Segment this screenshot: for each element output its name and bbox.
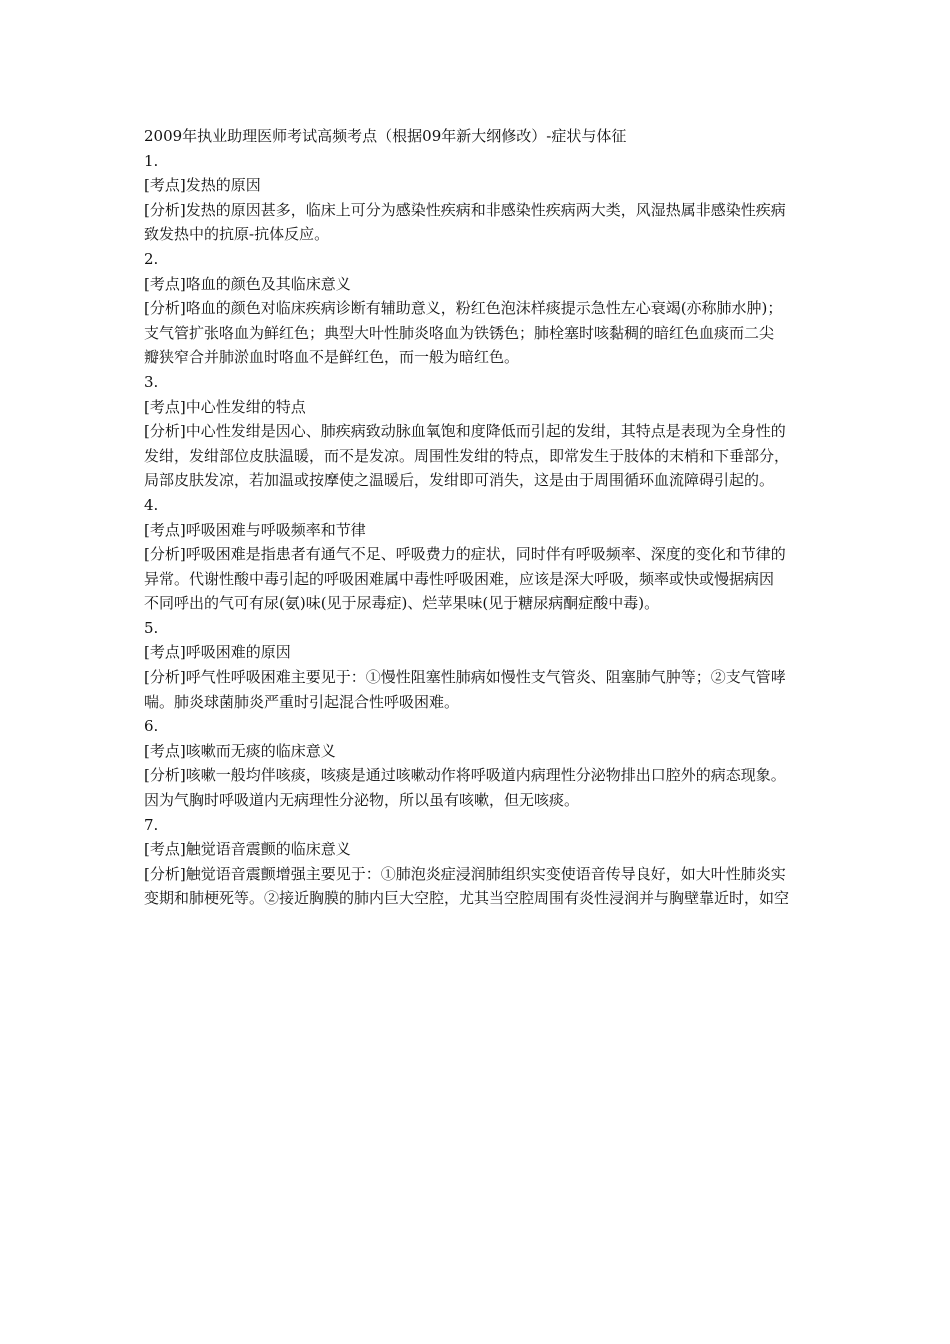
item-number: 7. — [144, 815, 159, 834]
exam-point: [考点]咳嗽而无痰的临床意义 — [144, 741, 336, 760]
analysis-line: 发绀，发绀部位皮肤温暖，而不是发凉。周围性发绀的特点，即常发生于肢体的末梢和下垂部分， — [144, 446, 790, 465]
analysis-line: [分析]触觉语音震颤增强主要见于：①肺泡炎症浸润肺组织实变使语音传导良好，如大叶性肺炎实 — [144, 864, 786, 883]
exam-point: [考点]呼吸困难的原因 — [144, 643, 291, 662]
item-number: 6. — [144, 717, 159, 736]
document-body — [144, 124, 808, 911]
analysis-line: 致发热中的抗原-抗体反应。 — [144, 225, 330, 244]
analysis-line: 因为气胸时呼吸道内无病理性分泌物，所以虽有咳嗽，但无咳痰。 — [144, 791, 580, 810]
exam-point: [考点]触觉语音震颤的临床意义 — [144, 840, 351, 859]
analysis-line: [分析]中心性发绀是因心、肺疾病致动脉血氧饱和度降低而引起的发绀，其特点是表现为全身性的 — [144, 422, 786, 441]
analysis-line: 变期和肺梗死等。②接近胸膜的肺内巨大空腔，尤其当空腔周围有炎性浸润并与胸壁靠近时，如空 — [144, 889, 790, 908]
item-number: 1. — [144, 151, 159, 170]
analysis-line: 异常。代谢性酸中毒引起的呼吸困难属中毒性呼吸困难，应该是深大呼吸，频率或快或慢据病因 — [144, 569, 775, 588]
analysis-line: 不同呼出的气可有尿(氨)味(见于尿毒症)、烂苹果味(见于糖尿病酮症酸中毒)。 — [144, 594, 660, 613]
analysis-line: 喘。肺炎球菌肺炎严重时引起混合性呼吸困难。 — [144, 692, 460, 711]
analysis-line: [分析]咯血的颜色对临床疾病诊断有辅助意义，粉红色泡沫样痰提示急性左心衰竭(亦称肺水肿)； — [144, 299, 783, 318]
exam-point: [考点]发热的原因 — [144, 176, 261, 195]
analysis-line: [分析]呼气性呼吸困难主要见于：①慢性阻塞性肺病如慢性支气管炎、阻塞肺气肿等；②支气管哮 — [144, 668, 786, 687]
analysis-line: [分析]呼吸困难是指患者有通气不足、呼吸费力的症状，同时伴有呼吸频率、深度的变化和节律的 — [144, 545, 786, 564]
item-number: 2. — [144, 249, 159, 268]
analysis-line: [分析]咳嗽一般均伴咳痰，咳痰是通过咳嗽动作将呼吸道内病理性分泌物排出口腔外的病态现象。 — [144, 766, 786, 785]
exam-point: [考点]呼吸困难与呼吸频率和节律 — [144, 520, 366, 539]
analysis-line: 局部皮肤发凉，若加温或按摩使之温暖后，发绀即可消失，这是由于周围循环血流障碍引起的。 — [144, 471, 775, 490]
document-title: 2009年执业助理医师考试高频考点（根据09年新大纲修改）-症状与体征 — [144, 127, 627, 145]
exam-point: [考点]咯血的颜色及其临床意义 — [144, 274, 351, 293]
analysis-line: 瓣狭窄合并肺淤血时咯血不是鲜红色，而一般为暗红色。 — [144, 348, 520, 367]
analysis-line: [分析]发热的原因甚多，临床上可分为感染性疾病和非感染性疾病两大类，风湿热属非感染性疾病 — [144, 200, 786, 219]
item-number: 3. — [144, 372, 159, 391]
item-number: 5. — [144, 618, 159, 637]
analysis-line: 支气管扩张咯血为鲜红色；典型大叶性肺炎咯血为铁锈色；肺栓塞时咳黏稠的暗红色血痰而二尖 — [144, 323, 775, 342]
item-number: 4. — [144, 495, 159, 514]
exam-point: [考点]中心性发绀的特点 — [144, 397, 306, 416]
